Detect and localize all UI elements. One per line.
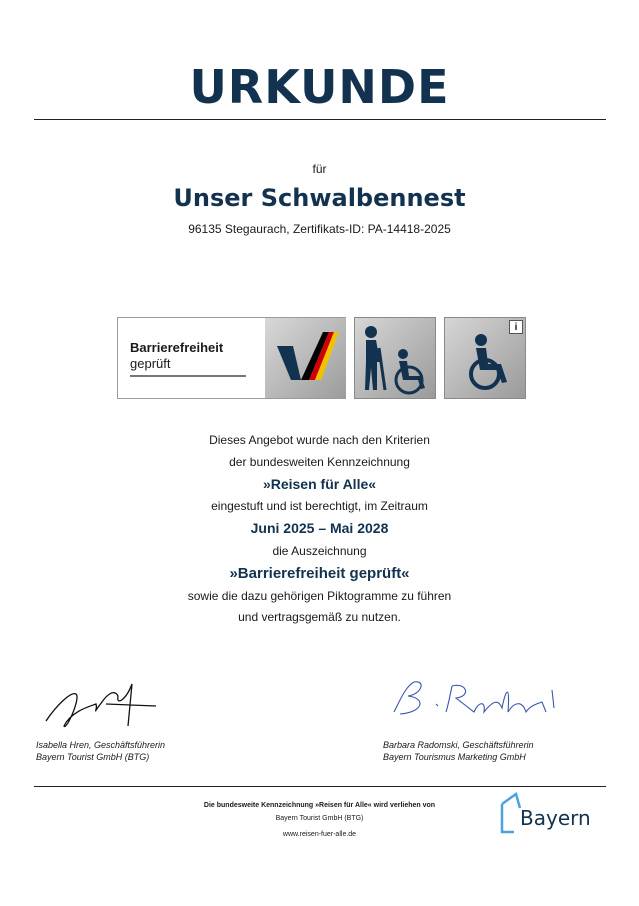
top-divider	[34, 119, 606, 120]
statement-line-3: eingestuft und ist berechtigt, im Zeitraum	[211, 499, 428, 513]
badge-label	[130, 340, 223, 372]
right-signature-image	[386, 672, 566, 720]
statement-period: Juni 2025 – Mai 2028	[250, 520, 389, 536]
statement-line-4: die Auszeichnung	[272, 544, 367, 558]
statement-award: »Barrierefreiheit geprüft«	[229, 565, 410, 582]
bayern-logo: Bayern	[520, 806, 591, 830]
left-signatory-org: Bayern Tourist GmbH (BTG)	[36, 752, 150, 762]
certificate-title: URKUNDE	[189, 60, 450, 114]
walking-person-wheelchair-icon	[354, 317, 436, 399]
info-icon: i	[509, 320, 523, 334]
left-signature-image	[36, 676, 166, 736]
for-label: für	[312, 162, 327, 176]
footer-line-2: Bayern Tourist GmbH (BTG)	[275, 815, 364, 822]
recipient-name: Unser Schwalbennest	[173, 184, 466, 212]
badge-label-line1: Barrierefreiheit	[130, 340, 224, 355]
badge-label-line2: geprüft	[130, 356, 171, 371]
reisen-fuer-alle-logo	[265, 318, 346, 398]
wheelchair-icon	[444, 317, 526, 399]
right-signatory-name: Barbara Radomski, Geschäftsführerin	[383, 740, 534, 750]
bottom-divider	[34, 786, 606, 787]
statement-line-6: und vertragsgemäß zu nutzen.	[238, 610, 401, 624]
badge-underline	[130, 375, 246, 377]
right-signatory	[383, 739, 534, 763]
left-signatory-name: Isabella Hren, Geschäftsführerin	[36, 740, 166, 750]
statement-line-1: Dieses Angebot wurde nach den Kriterien	[209, 433, 430, 447]
footer-line-1: Die bundesweite Kennzeichnung »Reisen für Alle« wird verliehen von	[203, 802, 436, 809]
statement-label: »Reisen für Alle«	[262, 476, 377, 492]
recipient-details: 96135 Stegaurach, Zertifikats-ID: PA-14418-2025	[188, 222, 451, 236]
statement-line-5: sowie die dazu gehörigen Piktogramme zu führen	[187, 589, 452, 603]
barrierefreiheit-badge	[117, 317, 346, 399]
footer-url[interactable]: www.reisen-fuer-alle.de	[282, 831, 357, 838]
right-signatory-org: Bayern Tourismus Marketing GmbH	[383, 752, 526, 762]
statement-line-2: der bundesweiten Kennzeichnung	[229, 455, 410, 469]
left-signatory	[36, 739, 165, 763]
